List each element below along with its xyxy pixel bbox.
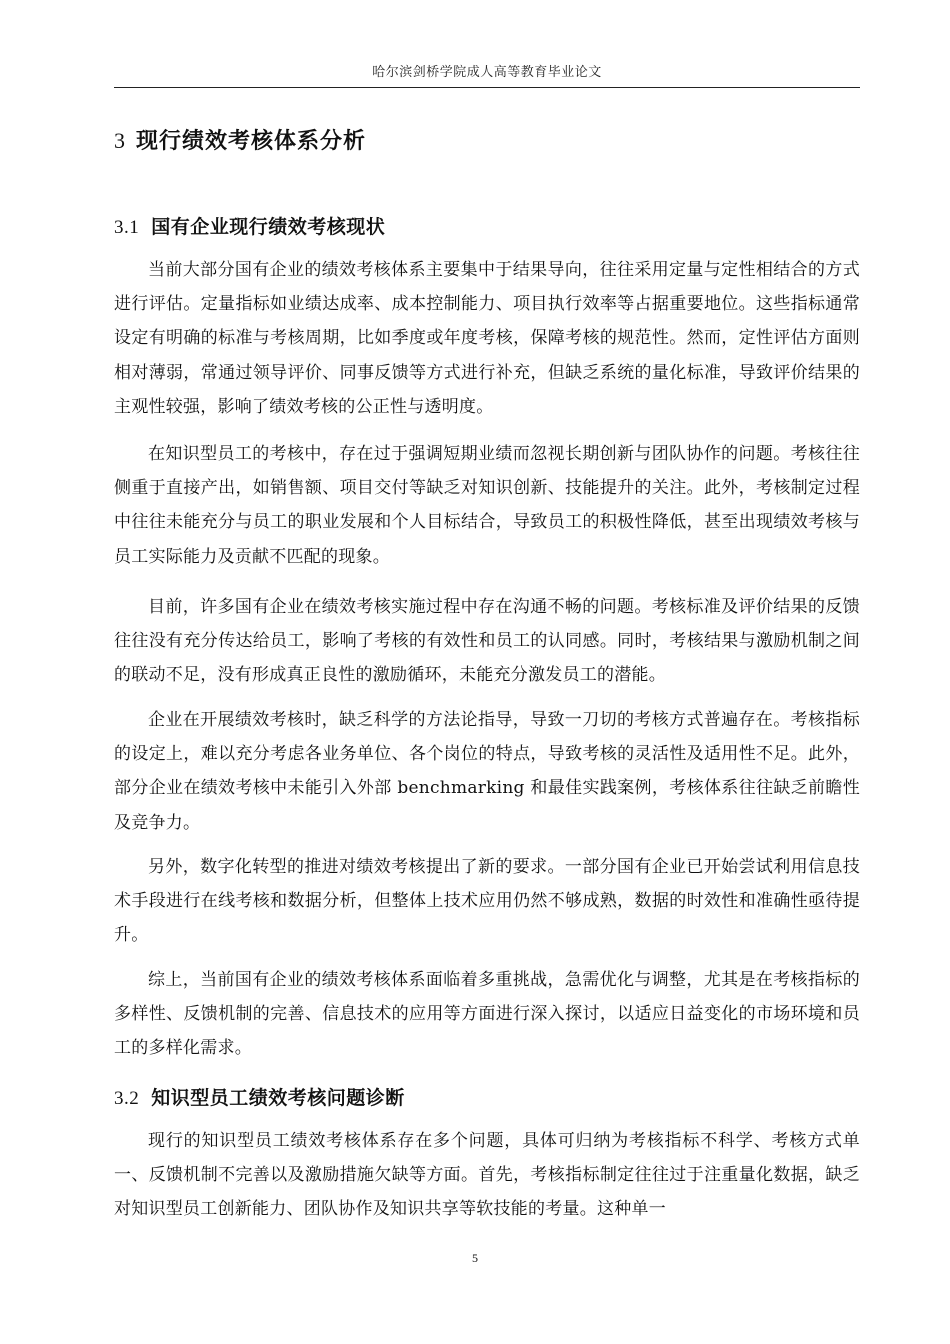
page-number: 5 — [472, 1251, 478, 1265]
paragraph: 目前，许多国有企业在绩效考核实施过程中存在沟通不畅的问题。考核标准及评价结果的反馈往往没有充分传达给员工，影响了考核的有效性和员工的认同感。同时，考核结果与激励机制之间的联动不足，没有形成真正良性的激励循环，未能充分激发员工的潜能。 — [114, 597, 860, 686]
chapter-title-text: 现行绩效考核体系分析 — [136, 129, 367, 154]
section-3-1-number: 3.1 — [114, 217, 140, 238]
paragraph: 综上，当前国有企业的绩效考核体系面临着多重挑战，急需优化与调整，尤其是在考核指标的多样性、反馈机制的完善、信息技术的应用等方面进行深入探讨，以适应日益变化的市场环境和员工的多样化需求。 — [114, 970, 860, 1059]
section-3-1-heading — [114, 212, 385, 239]
paragraph: 企业在开展绩效考核时，缺乏科学的方法论指导，导致一刀切的考核方式普遍存在。考核指标的设定上，难以充分考虑各业务单位、各个岗位的特点，导致考核的灵活性及适用性不足。此外，部分企业在绩效考核中未能引入外部 benchmarking 和最佳实践案例，考核体系往往缺乏前瞻性及竞争力。 — [114, 710, 860, 833]
paragraph: 现行的知识型员工绩效考核体系存在多个问题，具体可归纳为考核指标不科学、考核方式单一、反馈机制不完善以及激励措施欠缺等方面。首先，考核指标制定往往过于注重量化数据，缺乏对知识型员工创新能力、团队协作及知识共享等软技能的考量。这种单一 — [114, 1131, 860, 1220]
section-3-2-heading — [114, 1083, 405, 1110]
header-text: 哈尔滨剑桥学院成人高等教育毕业论文 — [372, 65, 602, 80]
paragraph: 当前大部分国有企业的绩效考核体系主要集中于结果导向，往往采用定量与定性相结合的方式进行评估。定量指标如业绩达成率、成本控制能力、项目执行效率等占据重要地位。这些指标通常设定有明确的标准与考核周期，比如季度或年度考核，保障考核的规范性。然而，定性评估方面则相对薄弱，常通过领导评价、同事反馈等方式进行补充，但缺乏系统的量化标准，导致评价结果的主观性较强，影响了绩效考核的公正性与透明度。 — [114, 260, 860, 417]
paragraph: 在知识型员工的考核中，存在过于强调短期业绩而忽视长期创新与团队协作的问题。考核往往侧重于直接产出，如销售额、项目交付等缺乏对知识创新、技能提升的关注。此外，考核制定过程中往往未能充分与员工的职业发展和个人目标结合，导致员工的积极性降低，甚至出现绩效考核与员工实际能力及贡献不匹配的现象。 — [114, 444, 860, 567]
section-3-2-title: 知识型员工绩效考核问题诊断 — [151, 1087, 405, 1109]
page-header — [114, 62, 860, 88]
section-3-2-number: 3.2 — [114, 1088, 140, 1109]
chapter-number: 3 — [114, 128, 126, 153]
paragraph: 另外，数字化转型的推进对绩效考核提出了新的要求。一部分国有企业已开始尝试利用信息技术手段进行在线考核和数据分析，但整体上技术应用仍然不够成熟，数据的时效性和准确性亟待提升。 — [114, 857, 860, 946]
section-3-1-title: 国有企业现行绩效考核现状 — [151, 216, 386, 238]
chapter-title — [114, 124, 366, 155]
